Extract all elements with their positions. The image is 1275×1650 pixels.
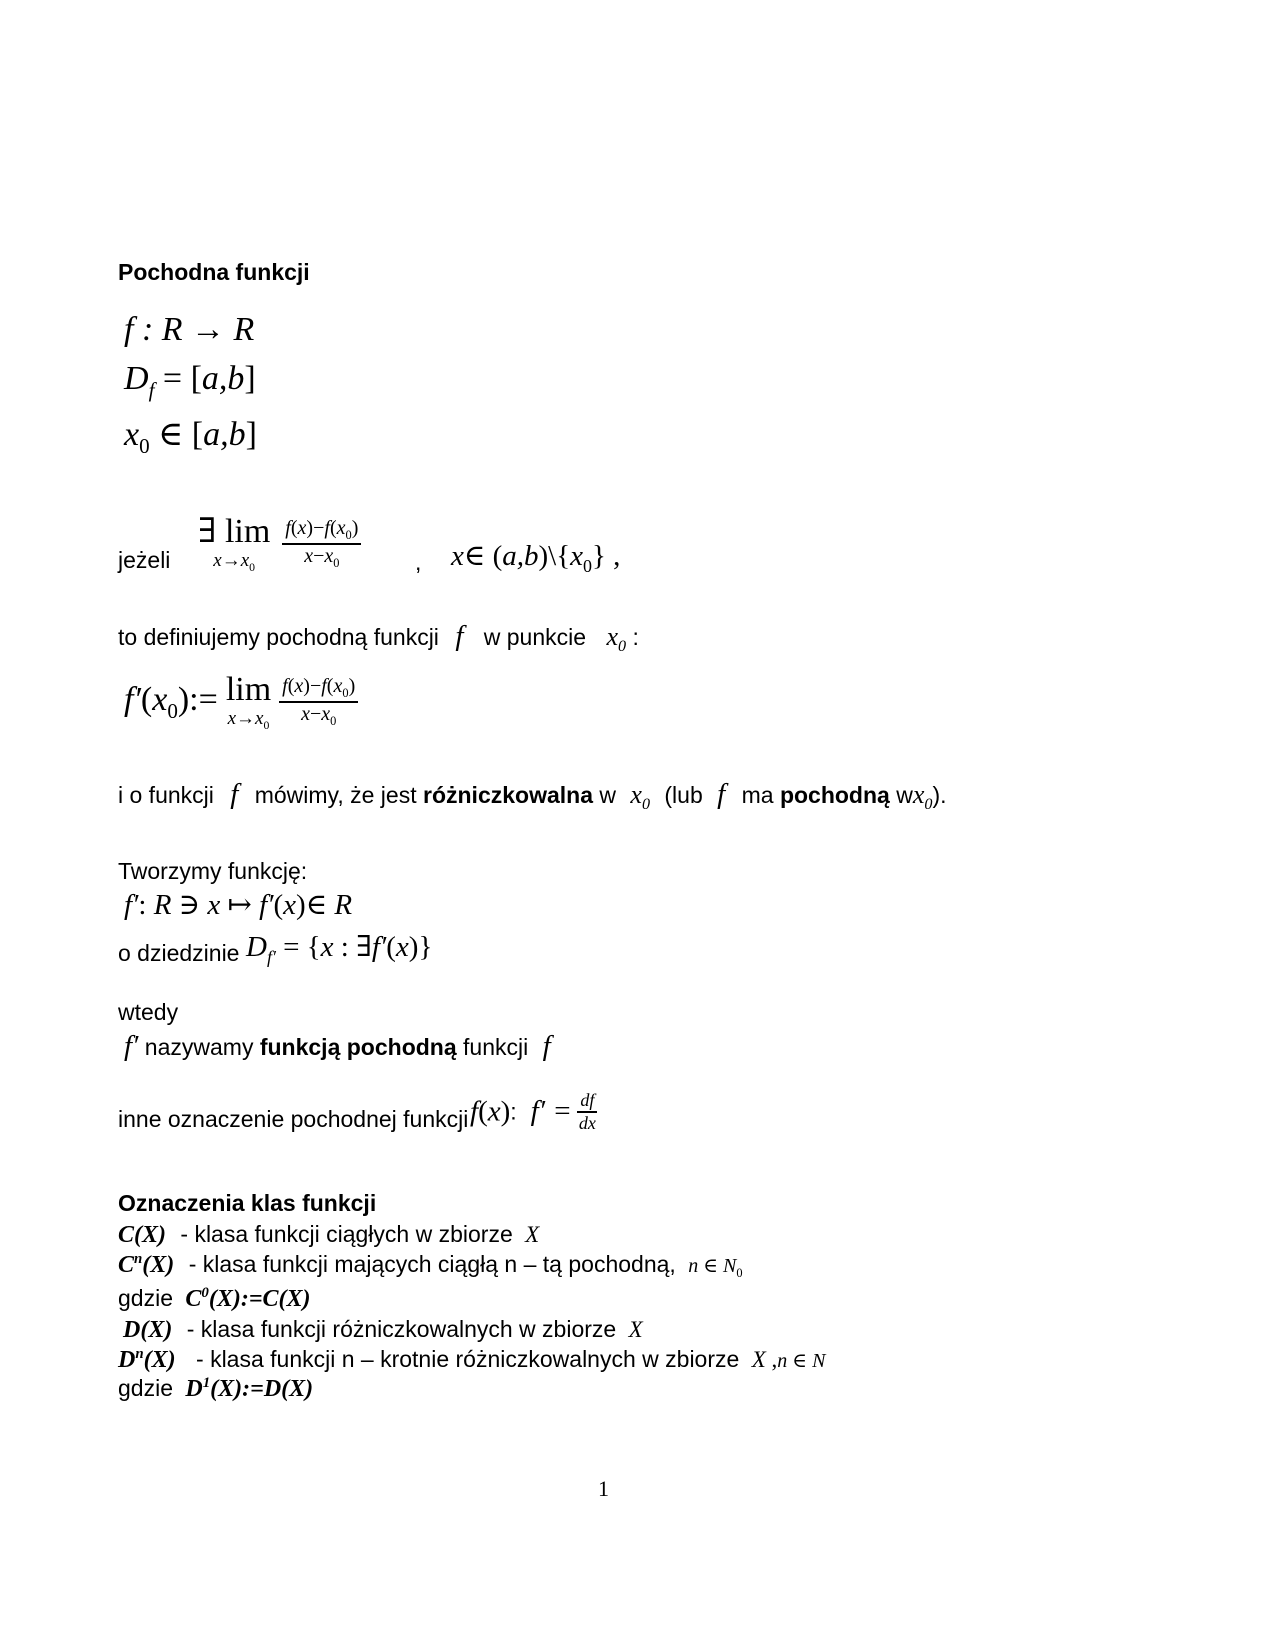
then-text-1: nazywamy xyxy=(144,1034,254,1060)
diff-text-2: mówimy, że jest xyxy=(254,782,417,808)
define-f: f xyxy=(455,620,464,652)
notation-colon: : xyxy=(510,1098,517,1125)
derivative-lhs: $f'(x_0):=$ xyxy=(124,680,218,723)
point-definition: $x_0$ ∈ [a,b] xyxy=(124,416,257,458)
diff-text-1: i o funkcji xyxy=(118,782,214,808)
diff-bold-differentiable: różniczkowalna xyxy=(423,782,593,808)
notation-fprime: f′ = xyxy=(530,1095,572,1128)
limit-subscript: $x\to x_0$ xyxy=(213,550,256,574)
derivative-definition xyxy=(124,673,358,732)
class-row-5 xyxy=(118,1346,825,1374)
diff-text-5: ma xyxy=(741,782,774,808)
class-row-4 xyxy=(123,1316,643,1344)
derivative-map: f′: R ∋ x ↦ f′(x)∈ R xyxy=(124,889,353,921)
limit-expression xyxy=(198,515,361,574)
diff-text-6: w xyxy=(896,782,913,808)
diff-x0-1: $x_0$ xyxy=(630,780,650,814)
define-x0: $x_0$ xyxy=(606,622,627,656)
section-title: Pochodna funkcji xyxy=(118,259,310,285)
class-gdzie-1: gdzie xyxy=(118,1285,173,1311)
class-desc-1: - klasa funkcji ciągłych w zbiorze xyxy=(180,1221,513,1247)
class-tail-5: X ,n ∈ N xyxy=(751,1347,826,1372)
class-tail-1: X xyxy=(525,1222,540,1247)
interval-set: x∈ $(a,b)\backslash\{x_0\}$ , xyxy=(451,540,621,576)
class-row-1 xyxy=(118,1221,539,1249)
then-text-2: funkcji xyxy=(463,1034,529,1060)
diff-text-7: ). xyxy=(932,782,947,808)
derivative-function-line xyxy=(124,1030,551,1063)
class-symbol-D: D(X) xyxy=(123,1317,173,1343)
derivative-domain: $D_{f'} = \{x$ : ∃f′(x)} xyxy=(246,931,433,967)
class-row-6 xyxy=(118,1375,313,1403)
derivative-denominator: $x-x_0$ xyxy=(301,703,337,729)
notation-num: df xyxy=(577,1091,597,1113)
notation-formula xyxy=(470,1091,599,1133)
limit-numerator: $f(x)-f(x_0)$ xyxy=(282,518,361,545)
class-tail-2: n ∈ $N_0$ xyxy=(688,1255,743,1280)
diff-bold-derivative: pochodną xyxy=(779,782,890,808)
class-row-2 xyxy=(118,1251,743,1281)
class-desc-2: - klasa funkcji mających ciągłą n – tą pochodną, xyxy=(188,1251,676,1277)
domain-label: o dziedzinie xyxy=(118,940,240,966)
limit-denominator: $x-x_0$ xyxy=(304,545,340,571)
class-symbol-D1: $D^1(X):=D(X)$ xyxy=(185,1375,314,1402)
define-colon: : xyxy=(632,624,639,650)
define-line xyxy=(118,620,639,656)
class-tail-4: X xyxy=(628,1317,643,1342)
diff-x0-2: $x_0$ xyxy=(912,780,933,814)
class-symbol-Cn: $C^n(X)$ xyxy=(118,1251,175,1278)
class-symbol-C0: $C^0(X):=C(X)$ xyxy=(185,1285,311,1312)
diff-f-2: f xyxy=(717,778,726,810)
class-row-3 xyxy=(118,1285,311,1313)
map-definition: f : R → R xyxy=(124,311,255,348)
class-symbol-C: C(X) xyxy=(118,1222,166,1248)
class-desc-5: - klasa funkcji n – krotnie różniczkowalnych w zbiorze xyxy=(196,1346,740,1372)
domain-definition: $D_f = [a,b]$ xyxy=(124,360,256,402)
exists-lim: ∃ lim xyxy=(198,513,271,550)
class-symbol-Dn: $D^n(X)$ xyxy=(118,1346,176,1373)
then-fprime: f′ xyxy=(124,1030,139,1062)
then-bold: funkcją pochodną xyxy=(259,1034,457,1060)
diff-text-3: w xyxy=(599,782,616,808)
define-text-1: to definiujemy pochodną funkcji xyxy=(118,624,439,650)
wtedy: wtedy xyxy=(118,999,179,1025)
class-desc-4: - klasa funkcji różniczkowalnych w zbiorze xyxy=(186,1316,617,1342)
class-gdzie-2: gdzie xyxy=(118,1375,173,1401)
page-number: 1 xyxy=(598,1476,609,1501)
limit-condition-lead: jeżeli xyxy=(118,547,171,573)
define-text-2: w punkcie xyxy=(483,624,587,650)
derivative-numerator: $f(x)-f(x_0)$ xyxy=(279,676,358,703)
derivative-lim-subscript: $x\to x_0$ xyxy=(227,708,270,732)
derivative-lim: lim xyxy=(225,671,272,708)
differentiable-line xyxy=(118,778,947,814)
comma: , xyxy=(415,549,422,575)
notation-den: dx xyxy=(578,1112,596,1133)
notation-fx: f(x) xyxy=(470,1095,511,1128)
diff-f-1: f xyxy=(230,778,239,810)
classes-heading: Oznaczenia klas funkcji xyxy=(118,1190,377,1216)
diff-text-4: (lub xyxy=(664,782,703,808)
notation-text: inne oznaczenie pochodnej funkcji xyxy=(118,1106,469,1132)
then-f: f xyxy=(542,1030,551,1062)
create-heading: Tworzymy funkcję: xyxy=(118,858,308,884)
